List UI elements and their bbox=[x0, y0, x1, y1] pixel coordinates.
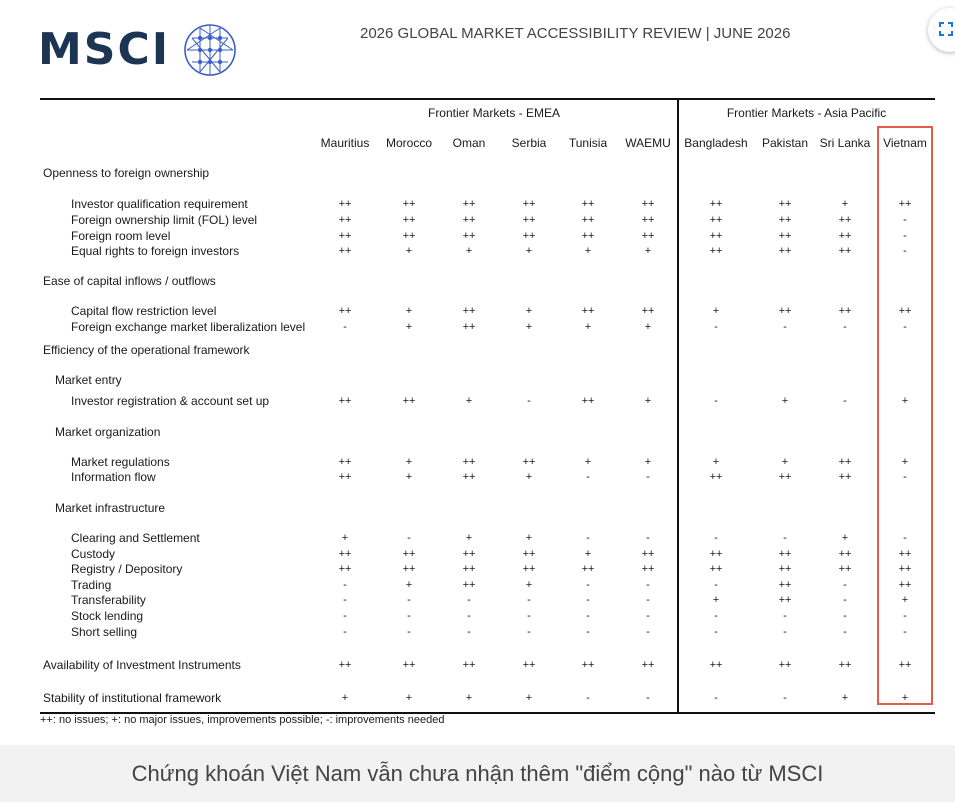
rating-cell: + bbox=[405, 579, 413, 591]
rating-cell: ++ bbox=[641, 305, 655, 317]
criterion-label: Short selling bbox=[71, 625, 138, 639]
rating-cell: + bbox=[781, 395, 789, 407]
rating-cell: ++ bbox=[898, 659, 912, 671]
rating-cell: - bbox=[903, 214, 907, 226]
rating-cell: - bbox=[843, 610, 847, 622]
rating-cell: ++ bbox=[709, 659, 723, 671]
rating-cell: ++ bbox=[898, 305, 912, 317]
section-heading: Availability of Investment Instruments bbox=[43, 658, 241, 672]
rating-cell: ++ bbox=[838, 563, 852, 575]
rating-cell: - bbox=[646, 532, 650, 544]
group-header-emea: Frontier Markets - EMEA bbox=[427, 106, 561, 120]
rating-cell: - bbox=[586, 579, 590, 591]
rating-cell: ++ bbox=[581, 563, 595, 575]
criterion-label: Foreign ownership limit (FOL) level bbox=[71, 213, 258, 227]
table-row bbox=[40, 577, 935, 593]
rating-cell: + bbox=[841, 198, 849, 210]
rating-cell: + bbox=[901, 456, 909, 468]
rating-cell: ++ bbox=[641, 659, 655, 671]
criterion-label: Stock lending bbox=[71, 609, 144, 623]
rating-cell: ++ bbox=[898, 563, 912, 575]
rating-cell: - bbox=[903, 230, 907, 242]
rating-cell: ++ bbox=[778, 579, 792, 591]
rating-cell: + bbox=[712, 594, 720, 606]
caption-text: Chứng khoán Việt Nam vẫn chưa nhận thêm "điểm cộng" nào từ MSCI bbox=[131, 760, 824, 786]
rating-cell: + bbox=[525, 245, 533, 257]
rating-cell: ++ bbox=[778, 471, 792, 483]
scan-icon bbox=[939, 22, 953, 36]
table-row bbox=[40, 530, 935, 546]
rating-cell: + bbox=[712, 305, 720, 317]
rating-cell: - bbox=[527, 395, 531, 407]
rating-cell: - bbox=[783, 626, 787, 638]
criterion-label: Capital flow restriction level bbox=[71, 304, 217, 318]
rating-cell: + bbox=[341, 532, 349, 544]
rating-cell: ++ bbox=[462, 471, 476, 483]
section-heading: Ease of capital inflows / outflows bbox=[43, 274, 216, 288]
market-accessibility-table bbox=[40, 98, 935, 738]
rating-cell: ++ bbox=[338, 245, 352, 257]
rating-cell: - bbox=[903, 471, 907, 483]
rating-cell: ++ bbox=[838, 548, 852, 560]
rating-cell: ++ bbox=[709, 471, 723, 483]
table-row bbox=[40, 608, 935, 624]
rating-cell: - bbox=[646, 610, 650, 622]
table-row bbox=[40, 212, 935, 228]
rating-cell: - bbox=[714, 692, 718, 704]
country-header-pakistan: Pakistan bbox=[761, 136, 809, 150]
rating-cell: + bbox=[465, 395, 473, 407]
table-row bbox=[40, 561, 935, 577]
rating-cell: - bbox=[843, 321, 847, 333]
report-title: 2026 GLOBAL MARKET ACCESSIBILITY REVIEW | JUNE 2026 bbox=[360, 25, 791, 42]
rating-cell: ++ bbox=[338, 548, 352, 560]
country-header-serbia: Serbia bbox=[511, 136, 547, 150]
rating-cell: + bbox=[405, 692, 413, 704]
rating-cell: - bbox=[407, 532, 411, 544]
rating-cell: - bbox=[467, 626, 471, 638]
rating-cell: ++ bbox=[462, 548, 476, 560]
rating-cell: ++ bbox=[838, 305, 852, 317]
rating-cell: ++ bbox=[402, 395, 416, 407]
subsection-heading: Market organization bbox=[55, 425, 161, 439]
country-header-mauritius: Mauritius bbox=[320, 136, 370, 150]
criterion-label: Foreign room level bbox=[71, 229, 171, 243]
rating-cell: ++ bbox=[709, 214, 723, 226]
section-row bbox=[40, 690, 935, 706]
table-row bbox=[40, 319, 935, 335]
rating-cell: ++ bbox=[778, 563, 792, 575]
rating-cell: + bbox=[644, 245, 652, 257]
criterion-label: Information flow bbox=[71, 470, 156, 484]
rating-cell: ++ bbox=[338, 471, 352, 483]
section-heading: Efficiency of the operational framework bbox=[43, 343, 250, 357]
country-header-morocco: Morocco bbox=[385, 136, 432, 150]
section-row bbox=[40, 500, 935, 516]
rating-cell: ++ bbox=[778, 245, 792, 257]
rating-cell: ++ bbox=[641, 563, 655, 575]
section-row bbox=[40, 424, 935, 440]
table-row bbox=[40, 624, 935, 640]
rating-cell: ++ bbox=[402, 563, 416, 575]
country-header-oman: Oman bbox=[452, 136, 486, 150]
country-header-waemu: WAEMU bbox=[625, 136, 671, 150]
rating-cell: + bbox=[644, 395, 652, 407]
rating-cell: ++ bbox=[581, 214, 595, 226]
rating-cell: - bbox=[407, 594, 411, 606]
rating-cell: + bbox=[841, 532, 849, 544]
rating-cell: + bbox=[525, 471, 533, 483]
rating-cell: - bbox=[783, 610, 787, 622]
rating-cell: ++ bbox=[522, 563, 536, 575]
criterion-label: Transferability bbox=[71, 593, 146, 607]
criterion-label: Trading bbox=[71, 578, 112, 592]
rating-cell: ++ bbox=[462, 230, 476, 242]
rating-cell: ++ bbox=[522, 659, 536, 671]
rating-cell: - bbox=[903, 610, 907, 622]
criterion-label: Registry / Depository bbox=[71, 562, 183, 576]
rating-cell: + bbox=[841, 692, 849, 704]
rating-cell: - bbox=[783, 692, 787, 704]
rating-cell: - bbox=[646, 594, 650, 606]
subsection-heading: Market infrastructure bbox=[55, 501, 166, 515]
logo-wordmark: MSCI bbox=[38, 24, 171, 75]
criterion-label: Custody bbox=[71, 547, 116, 561]
rating-cell: - bbox=[586, 692, 590, 704]
country-header-tunisia: Tunisia bbox=[568, 136, 608, 150]
rating-cell: ++ bbox=[838, 214, 852, 226]
rating-cell: ++ bbox=[338, 305, 352, 317]
rating-cell: - bbox=[646, 692, 650, 704]
rating-cell: ++ bbox=[641, 214, 655, 226]
criterion-label: Investor qualification requirement bbox=[71, 197, 248, 211]
table-row bbox=[40, 469, 935, 485]
rating-cell: ++ bbox=[581, 198, 595, 210]
rating-cell: + bbox=[584, 456, 592, 468]
rating-cell: + bbox=[525, 305, 533, 317]
rating-cell: ++ bbox=[338, 659, 352, 671]
rating-cell: + bbox=[584, 321, 592, 333]
rating-cell: - bbox=[714, 610, 718, 622]
rating-cell: - bbox=[843, 395, 847, 407]
rating-cell: ++ bbox=[522, 214, 536, 226]
rating-cell: ++ bbox=[778, 198, 792, 210]
section-row bbox=[40, 273, 935, 289]
criterion-label: Equal rights to foreign investors bbox=[71, 244, 240, 258]
table-row bbox=[40, 393, 935, 409]
rating-cell: - bbox=[783, 321, 787, 333]
rating-cell: ++ bbox=[838, 659, 852, 671]
rating-cell: ++ bbox=[709, 563, 723, 575]
rating-cell: + bbox=[644, 456, 652, 468]
rating-cell: ++ bbox=[462, 214, 476, 226]
rating-cell: ++ bbox=[709, 198, 723, 210]
rating-cell: - bbox=[343, 610, 347, 622]
rating-cell: ++ bbox=[898, 548, 912, 560]
rating-cell: ++ bbox=[581, 659, 595, 671]
rating-cell: ++ bbox=[778, 659, 792, 671]
table-top-rule bbox=[40, 98, 935, 100]
rating-cell: + bbox=[405, 245, 413, 257]
rating-cell: ++ bbox=[522, 230, 536, 242]
rating-cell: ++ bbox=[338, 230, 352, 242]
rating-cell: - bbox=[586, 471, 590, 483]
section-heading: Stability of institutional framework bbox=[43, 691, 222, 705]
table-row bbox=[40, 243, 935, 259]
rating-cell: + bbox=[712, 456, 720, 468]
rating-cell: - bbox=[586, 532, 590, 544]
rating-cell: - bbox=[843, 579, 847, 591]
rating-cell: - bbox=[343, 321, 347, 333]
section-row bbox=[40, 372, 935, 388]
rating-cell: ++ bbox=[462, 321, 476, 333]
rating-cell: ++ bbox=[522, 548, 536, 560]
subsection-heading: Market entry bbox=[55, 373, 122, 387]
table-row bbox=[40, 228, 935, 244]
rating-cell: ++ bbox=[838, 471, 852, 483]
table-row bbox=[40, 592, 935, 608]
rating-cell: + bbox=[901, 692, 909, 704]
rating-cell: - bbox=[646, 579, 650, 591]
rating-cell: - bbox=[467, 594, 471, 606]
rating-cell: ++ bbox=[462, 563, 476, 575]
rating-cell: ++ bbox=[522, 198, 536, 210]
rating-cell: - bbox=[343, 594, 347, 606]
criterion-label: Clearing and Settlement bbox=[71, 531, 200, 545]
rating-cell: - bbox=[343, 579, 347, 591]
rating-cell: - bbox=[527, 626, 531, 638]
rating-cell: + bbox=[525, 532, 533, 544]
rating-cell: + bbox=[901, 594, 909, 606]
rating-cell: - bbox=[527, 610, 531, 622]
rating-cell: + bbox=[465, 692, 473, 704]
rating-cell: - bbox=[843, 594, 847, 606]
rating-cell: + bbox=[465, 245, 473, 257]
section-row bbox=[40, 165, 935, 181]
rating-cell: ++ bbox=[581, 305, 595, 317]
group-header-asia-pacific: Frontier Markets - Asia Pacific bbox=[726, 106, 887, 120]
criterion-label: Foreign exchange market liberalization level bbox=[71, 320, 306, 334]
rating-cell: + bbox=[584, 548, 592, 560]
rating-cell: ++ bbox=[778, 548, 792, 560]
rating-cell: ++ bbox=[898, 579, 912, 591]
rating-cell: - bbox=[714, 321, 718, 333]
rating-cell: ++ bbox=[778, 214, 792, 226]
rating-cell: - bbox=[903, 626, 907, 638]
rating-cell: ++ bbox=[641, 198, 655, 210]
msci-logo bbox=[38, 22, 238, 78]
rating-cell: ++ bbox=[402, 198, 416, 210]
rating-cell: ++ bbox=[402, 230, 416, 242]
rating-cell: + bbox=[405, 471, 413, 483]
rating-cell: - bbox=[527, 594, 531, 606]
rating-cell: ++ bbox=[581, 395, 595, 407]
rating-cell: ++ bbox=[581, 230, 595, 242]
rating-cell: + bbox=[781, 456, 789, 468]
rating-cell: ++ bbox=[402, 659, 416, 671]
rating-cell: ++ bbox=[838, 230, 852, 242]
rating-cell: ++ bbox=[898, 198, 912, 210]
rating-cell: - bbox=[586, 610, 590, 622]
rating-cell: - bbox=[714, 579, 718, 591]
caption-bar bbox=[0, 745, 955, 802]
criterion-label: Market regulations bbox=[71, 455, 170, 469]
legend: ++: no issues; +: no major issues, improvements possible; -: improvements needed bbox=[40, 714, 445, 726]
section-heading: Openness to foreign ownership bbox=[43, 166, 210, 180]
table-row bbox=[40, 196, 935, 212]
visual-search-button[interactable] bbox=[928, 8, 955, 52]
rating-cell: + bbox=[525, 579, 533, 591]
rating-cell: + bbox=[341, 692, 349, 704]
rating-cell: + bbox=[525, 321, 533, 333]
rating-cell: + bbox=[405, 305, 413, 317]
rating-cell: - bbox=[903, 532, 907, 544]
rating-cell: ++ bbox=[522, 456, 536, 468]
rating-cell: - bbox=[903, 245, 907, 257]
rating-cell: - bbox=[467, 610, 471, 622]
rating-cell: - bbox=[783, 532, 787, 544]
table-row bbox=[40, 303, 935, 319]
rating-cell: - bbox=[407, 610, 411, 622]
rating-cell: ++ bbox=[338, 456, 352, 468]
globe-network-icon bbox=[182, 22, 238, 78]
criterion-label: Investor registration & account set up bbox=[71, 394, 270, 408]
rating-cell: ++ bbox=[462, 579, 476, 591]
rating-cell: - bbox=[843, 626, 847, 638]
rating-cell: + bbox=[405, 321, 413, 333]
table-row bbox=[40, 546, 935, 562]
rating-cell: ++ bbox=[838, 456, 852, 468]
table-row bbox=[40, 454, 935, 470]
rating-cell: ++ bbox=[778, 230, 792, 242]
rating-cell: - bbox=[407, 626, 411, 638]
rating-cell: ++ bbox=[338, 214, 352, 226]
rating-cell: + bbox=[525, 692, 533, 704]
rating-cell: + bbox=[465, 532, 473, 544]
rating-cell: ++ bbox=[338, 563, 352, 575]
rating-cell: ++ bbox=[338, 395, 352, 407]
rating-cell: ++ bbox=[778, 305, 792, 317]
rating-cell: - bbox=[586, 626, 590, 638]
rating-cell: ++ bbox=[641, 548, 655, 560]
rating-cell: - bbox=[714, 626, 718, 638]
rating-cell: ++ bbox=[402, 214, 416, 226]
rating-cell: ++ bbox=[462, 198, 476, 210]
rating-cell: + bbox=[584, 245, 592, 257]
rating-cell: - bbox=[343, 626, 347, 638]
country-header-sri-lanka: Sri Lanka bbox=[819, 136, 871, 150]
rating-cell: ++ bbox=[709, 230, 723, 242]
rating-cell: ++ bbox=[338, 198, 352, 210]
rating-cell: - bbox=[646, 471, 650, 483]
rating-cell: ++ bbox=[709, 245, 723, 257]
country-header-bangladesh: Bangladesh bbox=[684, 136, 748, 150]
rating-cell: + bbox=[644, 321, 652, 333]
rating-cell: ++ bbox=[402, 548, 416, 560]
rating-cell: + bbox=[901, 395, 909, 407]
rating-cell: ++ bbox=[641, 230, 655, 242]
rating-cell: + bbox=[405, 456, 413, 468]
rating-cell: ++ bbox=[462, 456, 476, 468]
rating-cell: - bbox=[714, 532, 718, 544]
rating-cell: ++ bbox=[462, 659, 476, 671]
rating-cell: - bbox=[586, 594, 590, 606]
rating-cell: ++ bbox=[838, 245, 852, 257]
country-header-vietnam: Vietnam bbox=[883, 136, 927, 150]
rating-cell: - bbox=[903, 321, 907, 333]
rating-cell: ++ bbox=[778, 594, 792, 606]
section-row bbox=[40, 342, 935, 358]
section-row bbox=[40, 657, 935, 673]
rating-cell: - bbox=[646, 626, 650, 638]
rating-cell: - bbox=[714, 395, 718, 407]
rating-cell: ++ bbox=[709, 548, 723, 560]
rating-cell: ++ bbox=[462, 305, 476, 317]
